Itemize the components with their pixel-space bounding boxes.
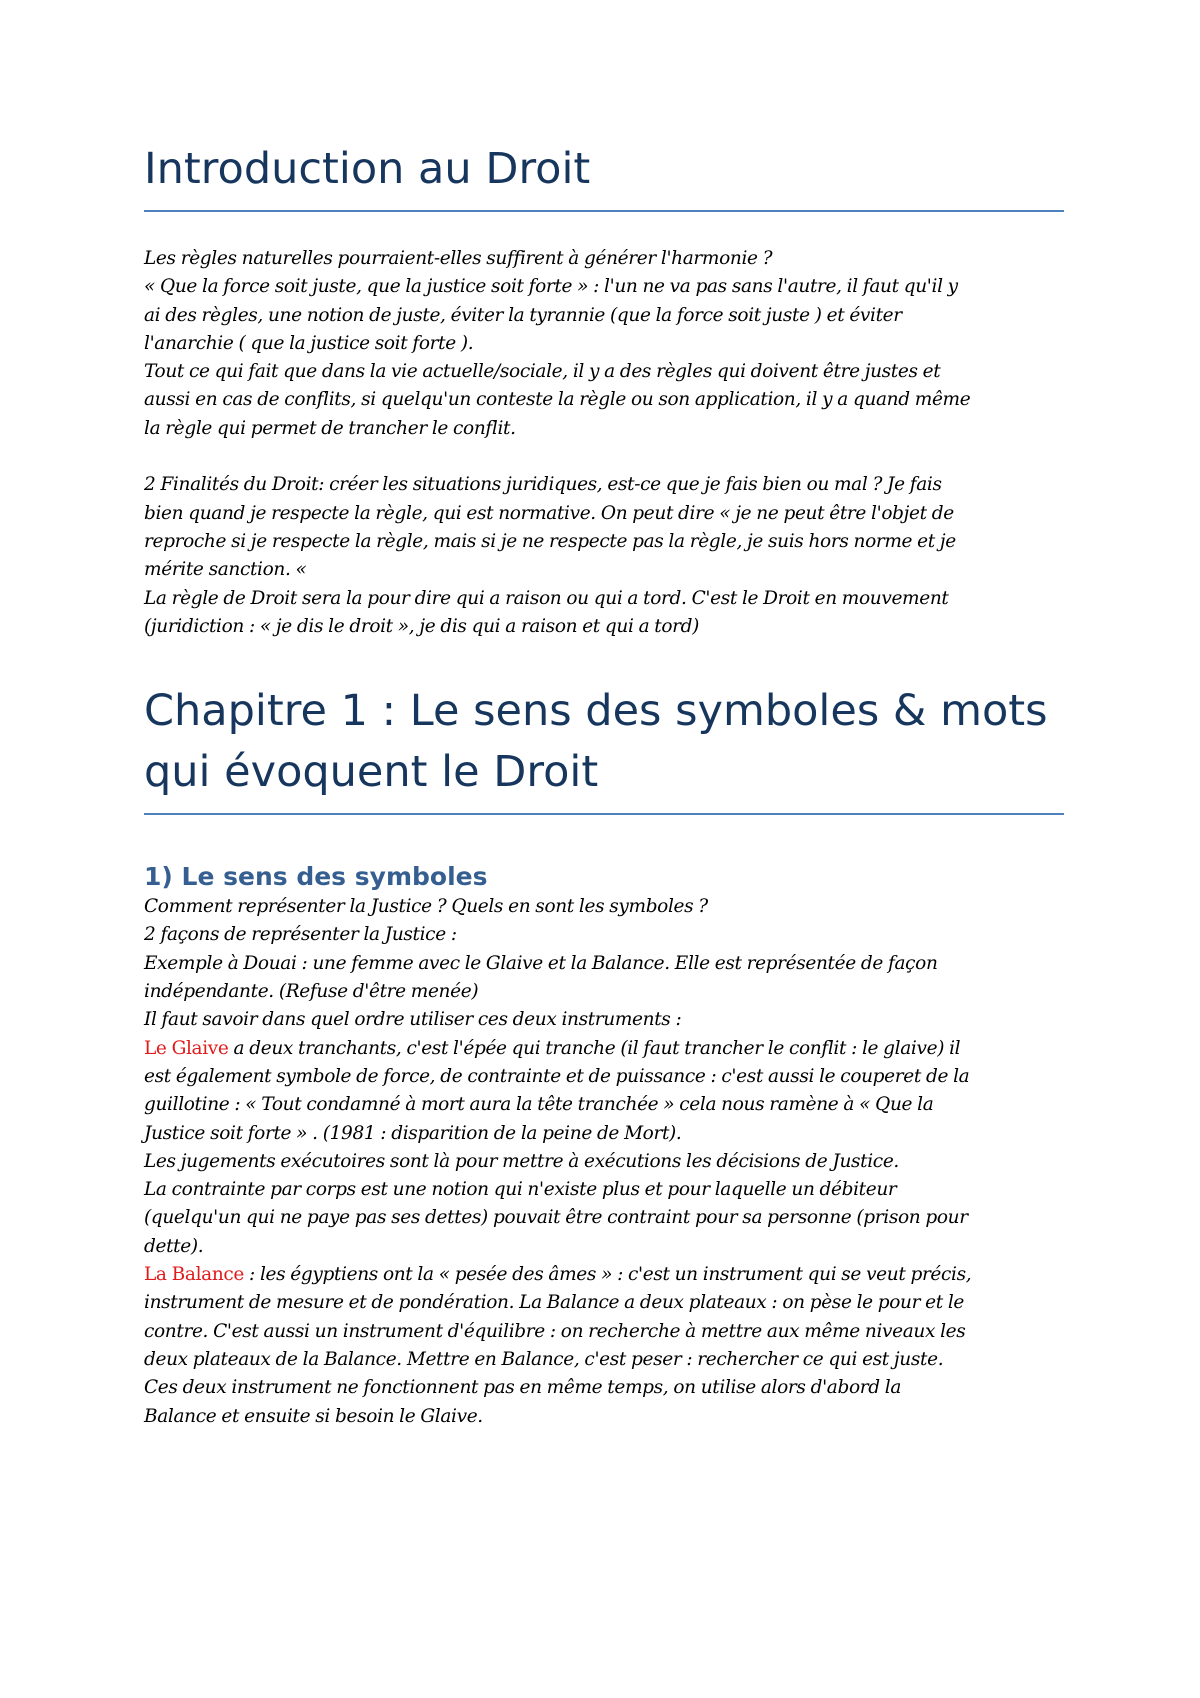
intro-paragraph	[144, 245, 1064, 443]
text-line: Ces deux instrument ne fonctionnent pas en même temps, on utilise alors d'abord la	[144, 1377, 902, 1399]
text-line: Tout ce qui fait que dans la vie actuelle/sociale, il y a des règles qui doivent être justes et	[144, 361, 941, 383]
text-line: La règle de Droit sera la pour dire qui a raison ou qui a tord. C'est le Droit en mouvement	[144, 587, 949, 609]
text-line: reproche si je respecte la règle, mais si je ne respecte pas la règle, je suis hors norme et je	[144, 530, 956, 552]
text-line: (juridiction : « je dis le droit », je dis qui a raison et qui a tord)	[144, 615, 700, 637]
paragraph-spacer	[144, 443, 1064, 471]
text-line: Comment représenter la Justice ? Quels en sont les symboles ?	[144, 896, 708, 918]
text-line: indépendante. (Refuse d'être menée)	[144, 981, 479, 1003]
text-line	[144, 1261, 1064, 1289]
section-body	[144, 893, 1064, 1431]
chapter-heading	[144, 681, 1064, 815]
text-line: contre. C'est aussi un instrument d'équilibre : on recherche à mettre aux même niveaux les	[144, 1320, 966, 1342]
document-title: Introduction au Droit	[144, 140, 1064, 212]
text-span: a deux tranchants, c'est l'épée qui tranche (il faut trancher le conflit : le glaive) il	[228, 1037, 961, 1059]
text-line: Les règles naturelles pourraient-elles suffirent à générer l'harmonie ?	[144, 248, 773, 269]
chapter-heading-line: qui évoquent le Droit	[144, 747, 599, 798]
text-line: Les jugements exécutoires sont là pour mettre à exécutions les décisions de Justice.	[144, 1150, 899, 1172]
finalites-paragraph	[144, 471, 1064, 641]
text-line: Balance et ensuite si besoin le Glaive.	[144, 1405, 483, 1427]
text-line: Justice soit forte » . (1981 : disparition de la peine de Mort).	[144, 1122, 682, 1144]
text-line: ai des règles, une notion de juste, éviter la tyrannie (que la force soit juste ) et éviter	[144, 304, 902, 326]
chapter-heading-line: Chapitre 1 : Le sens des symboles & mots	[144, 686, 1048, 737]
text-line: guillotine : « Tout condamné à mort aura la tête tranchée » cela nous ramène à « Que la	[144, 1094, 934, 1116]
text-line: instrument de mesure et de pondération. La Balance a deux plateaux : on pèse le pour et le	[144, 1292, 965, 1314]
text-line: (quelqu'un qui ne paye pas ses dettes) pouvait être contraint pour sa personne (prison pour	[144, 1207, 968, 1229]
document-page	[144, 140, 1064, 1431]
text-line: bien quand je respecte la règle, qui est normative. On peut dire « je ne peut être l'objet de	[144, 502, 954, 524]
balance-term: La Balance	[144, 1264, 244, 1286]
text-line	[144, 1035, 1064, 1063]
text-line: est également symbole de force, de contrainte et de puissance : c'est aussi le couperet de la	[144, 1065, 970, 1087]
text-line: 2 Finalités du Droit: créer les situations juridiques, est-ce que je fais bien ou mal ? Je fais	[144, 474, 942, 496]
text-line: dette).	[144, 1235, 204, 1257]
text-line: mérite sanction. «	[144, 559, 307, 581]
text-line: « Que la force soit juste, que la justice soit forte » : l'un ne va pas sans l'autre, il faut qu'il y	[144, 276, 958, 298]
text-line: deux plateaux de la Balance. Mettre en Balance, c'est peser : rechercher ce qui est juste.	[144, 1348, 944, 1370]
text-line: l'anarchie ( que la justice soit forte ).	[144, 332, 474, 354]
text-line: aussi en cas de conflits, si quelqu'un conteste la règle ou son application, il y a quand même	[144, 389, 971, 411]
text-line: Exemple à Douai : une femme avec le Glaive et la Balance. Elle est représentée de façon	[144, 952, 938, 974]
text-line: La contrainte par corps est une notion qui n'existe plus et pour laquelle un débiteur	[144, 1179, 897, 1201]
section-heading: 1) Le sens des symboles	[144, 862, 488, 892]
text-span: : les égyptiens ont la « pesée des âmes » : c'est un instrument qui se veut précis,	[244, 1264, 972, 1286]
glaive-term: Le Glaive	[144, 1037, 229, 1059]
text-line: 2 façons de représenter la Justice :	[144, 924, 457, 946]
text-line: Il faut savoir dans quel ordre utiliser ces deux instruments :	[144, 1009, 682, 1031]
text-line: la règle qui permet de trancher le conflit.	[144, 417, 516, 439]
